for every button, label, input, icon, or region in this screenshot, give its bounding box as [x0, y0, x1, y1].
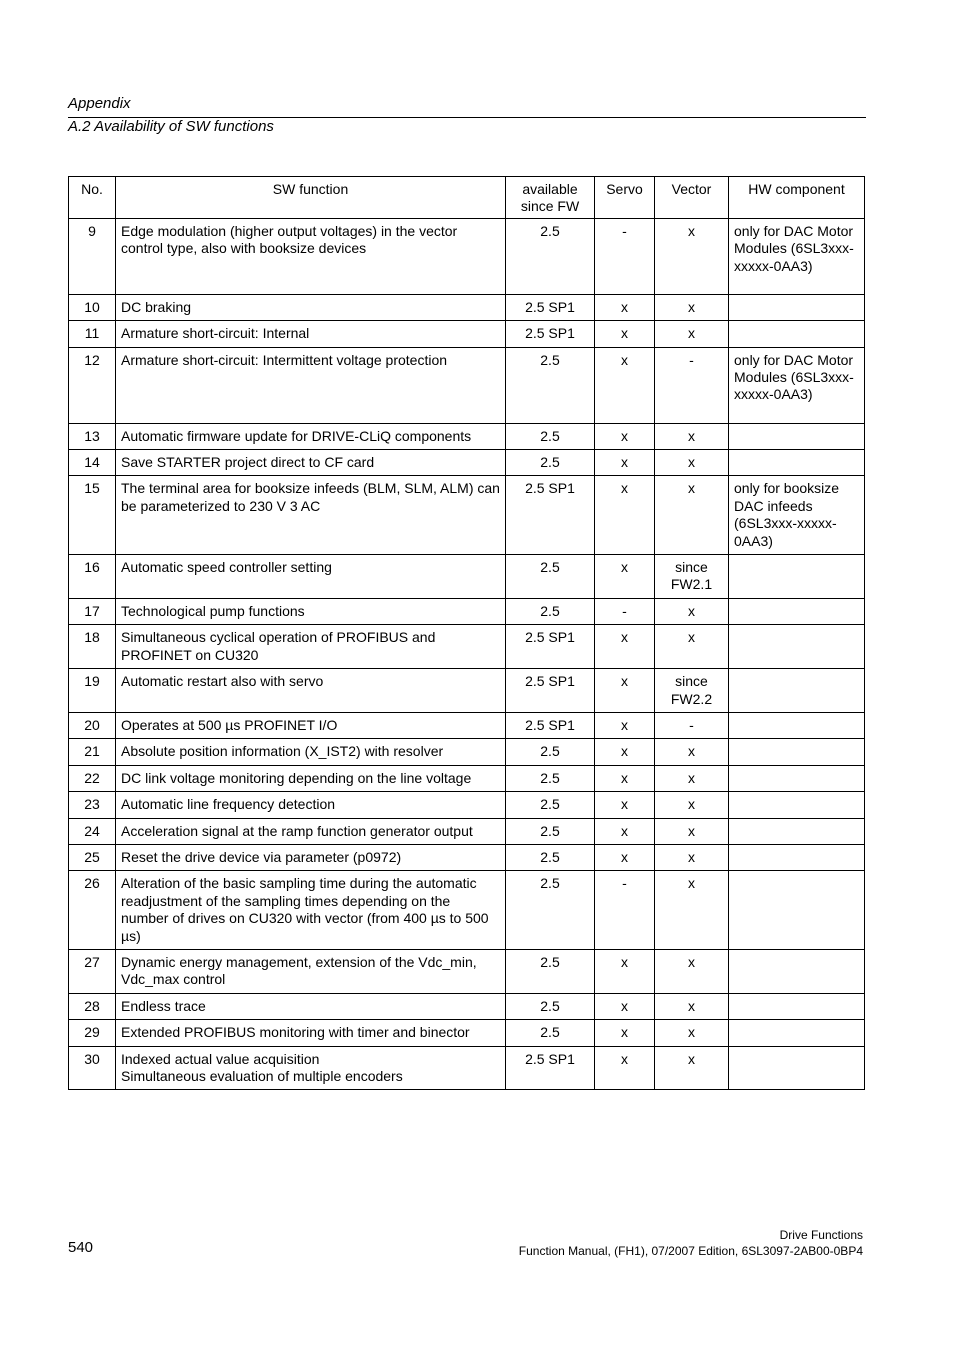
cell-no: 10 — [69, 294, 116, 320]
column-header-vector: Vector — [655, 177, 729, 219]
cell-hw-component — [729, 712, 865, 738]
cell-vector: x — [655, 792, 729, 818]
cell-vector: x — [655, 423, 729, 449]
cell-no: 19 — [69, 669, 116, 713]
cell-available-since-fw: 2.5 SP1 — [506, 712, 595, 738]
cell-available-since-fw: 2.5 — [506, 423, 595, 449]
cell-no: 15 — [69, 476, 116, 555]
cell-available-since-fw: 2.5 — [506, 1020, 595, 1046]
cell-sw-function: Operates at 500 µs PROFINET I/O — [116, 712, 506, 738]
cell-available-since-fw: 2.5 — [506, 555, 595, 599]
cell-available-since-fw: 2.5 — [506, 949, 595, 993]
column-header-no: No. — [69, 177, 116, 219]
cell-hw-component — [729, 423, 865, 449]
cell-sw-function: Absolute position information (X_IST2) with resolver — [116, 739, 506, 765]
cell-hw-component — [729, 625, 865, 669]
cell-vector: x — [655, 1046, 729, 1090]
cell-hw-component: only for booksize DAC infeeds (6SL3xxx-xxxxx-0AA3) — [729, 476, 865, 555]
cell-vector: x — [655, 739, 729, 765]
table-row — [69, 792, 865, 818]
cell-vector: x — [655, 218, 729, 294]
cell-available-since-fw: 2.5 SP1 — [506, 625, 595, 669]
cell-servo: x — [595, 844, 655, 870]
cell-vector: x — [655, 450, 729, 476]
cell-available-since-fw: 2.5 — [506, 347, 595, 423]
table-row — [69, 712, 865, 738]
cell-available-since-fw: 2.5 — [506, 739, 595, 765]
table-row — [69, 347, 865, 423]
cell-hw-component: only for DAC Motor Modules (6SL3xxx-xxxxx-0AA3) — [729, 347, 865, 423]
cell-sw-function: Acceleration signal at the ramp function generator output — [116, 818, 506, 844]
cell-sw-function: Edge modulation (higher output voltages) in the vector control type, also with booksize devices — [116, 218, 506, 294]
cell-hw-component — [729, 765, 865, 791]
cell-vector: x — [655, 949, 729, 993]
table-row — [69, 423, 865, 449]
cell-sw-function: Extended PROFIBUS monitoring with timer and binector — [116, 1020, 506, 1046]
cell-hw-component — [729, 993, 865, 1019]
cell-vector: x — [655, 294, 729, 320]
cell-servo: x — [595, 792, 655, 818]
table-row — [69, 993, 865, 1019]
cell-no: 20 — [69, 712, 116, 738]
header-subsection: A.2 Availability of SW functions — [68, 118, 274, 135]
cell-vector: x — [655, 476, 729, 555]
table-row — [69, 321, 865, 347]
cell-vector: since FW2.1 — [655, 555, 729, 599]
cell-vector: since FW2.2 — [655, 669, 729, 713]
cell-hw-component — [729, 844, 865, 870]
sw-functions-table — [68, 176, 865, 1090]
cell-available-since-fw: 2.5 — [506, 993, 595, 1019]
column-header-sw-function: SW function — [116, 177, 506, 219]
cell-no: 26 — [69, 871, 116, 950]
cell-available-since-fw: 2.5 SP1 — [506, 476, 595, 555]
cell-no: 21 — [69, 739, 116, 765]
cell-available-since-fw: 2.5 — [506, 871, 595, 950]
cell-servo: x — [595, 739, 655, 765]
cell-hw-component — [729, 450, 865, 476]
cell-available-since-fw: 2.5 — [506, 818, 595, 844]
cell-sw-function: Save STARTER project direct to CF card — [116, 450, 506, 476]
cell-available-since-fw: 2.5 — [506, 450, 595, 476]
cell-vector: - — [655, 712, 729, 738]
cell-sw-function: Reset the drive device via parameter (p0972) — [116, 844, 506, 870]
table-row — [69, 1046, 865, 1090]
cell-sw-function: Automatic restart also with servo — [116, 669, 506, 713]
table-row — [69, 669, 865, 713]
cell-vector: x — [655, 871, 729, 950]
cell-no: 28 — [69, 993, 116, 1019]
cell-vector: x — [655, 765, 729, 791]
cell-servo: x — [595, 450, 655, 476]
table-row — [69, 598, 865, 624]
cell-servo: - — [595, 871, 655, 950]
header-section: Appendix — [68, 95, 131, 112]
cell-servo: x — [595, 669, 655, 713]
cell-available-since-fw: 2.5 — [506, 218, 595, 294]
cell-no: 17 — [69, 598, 116, 624]
table-row — [69, 625, 865, 669]
cell-sw-function: Automatic line frequency detection — [116, 792, 506, 818]
cell-available-since-fw: 2.5 — [506, 792, 595, 818]
cell-sw-function: Armature short-circuit: Intermittent voltage protection — [116, 347, 506, 423]
cell-no: 12 — [69, 347, 116, 423]
footer-manual-info: Function Manual, (FH1), 07/2007 Edition, 6SL3097-2AB00-0BP4 — [518, 1244, 863, 1258]
column-header-servo: Servo — [595, 177, 655, 219]
cell-servo: x — [595, 321, 655, 347]
cell-hw-component — [729, 818, 865, 844]
cell-vector: x — [655, 625, 729, 669]
table-body — [69, 218, 865, 1090]
cell-hw-component — [729, 739, 865, 765]
cell-servo: x — [595, 555, 655, 599]
cell-hw-component — [729, 598, 865, 624]
cell-vector: x — [655, 844, 729, 870]
cell-servo: x — [595, 476, 655, 555]
table-row — [69, 1020, 865, 1046]
cell-hw-component — [729, 792, 865, 818]
cell-available-since-fw: 2.5 SP1 — [506, 669, 595, 713]
cell-sw-function: Dynamic energy management, extension of the Vdc_min, Vdc_max control — [116, 949, 506, 993]
column-header-hw-component: HW component — [729, 177, 865, 219]
cell-servo: - — [595, 218, 655, 294]
cell-sw-function: Simultaneous cyclical operation of PROFIBUS and PROFINET on CU320 — [116, 625, 506, 669]
cell-servo: x — [595, 1046, 655, 1090]
cell-available-since-fw: 2.5 — [506, 765, 595, 791]
table-row — [69, 555, 865, 599]
cell-vector: x — [655, 1020, 729, 1046]
cell-servo: x — [595, 294, 655, 320]
cell-no: 23 — [69, 792, 116, 818]
cell-hw-component — [729, 1020, 865, 1046]
cell-no: 22 — [69, 765, 116, 791]
cell-available-since-fw: 2.5 — [506, 598, 595, 624]
cell-servo: x — [595, 625, 655, 669]
table-row — [69, 871, 865, 950]
cell-servo: x — [595, 818, 655, 844]
cell-vector: x — [655, 321, 729, 347]
cell-available-since-fw: 2.5 SP1 — [506, 294, 595, 320]
cell-sw-function: Endless trace — [116, 993, 506, 1019]
table-row — [69, 844, 865, 870]
cell-no: 18 — [69, 625, 116, 669]
cell-servo: x — [595, 347, 655, 423]
cell-servo: x — [595, 1020, 655, 1046]
cell-servo: - — [595, 598, 655, 624]
cell-hw-component — [729, 555, 865, 599]
cell-hw-component — [729, 871, 865, 950]
cell-available-since-fw: 2.5 SP1 — [506, 1046, 595, 1090]
page-number: 540 — [68, 1239, 94, 1256]
cell-vector: x — [655, 818, 729, 844]
cell-no: 13 — [69, 423, 116, 449]
cell-no: 9 — [69, 218, 116, 294]
cell-servo: x — [595, 765, 655, 791]
cell-sw-function: DC braking — [116, 294, 506, 320]
cell-vector: x — [655, 993, 729, 1019]
cell-sw-function: Automatic speed controller setting — [116, 555, 506, 599]
cell-hw-component: only for DAC Motor Modules (6SL3xxx-xxxxx-0AA3) — [729, 218, 865, 294]
cell-servo: x — [595, 949, 655, 993]
cell-sw-function: Indexed actual value acquisition Simultaneous evaluation of multiple encoders — [116, 1046, 506, 1090]
table-row — [69, 818, 865, 844]
cell-no: 25 — [69, 844, 116, 870]
cell-servo: x — [595, 712, 655, 738]
cell-no: 29 — [69, 1020, 116, 1046]
footer-doc-title: Drive Functions — [779, 1228, 863, 1242]
cell-vector: x — [655, 598, 729, 624]
table-row — [69, 765, 865, 791]
cell-sw-function: The terminal area for booksize infeeds (BLM, SLM, ALM) can be parameterized to 230 V 3 AC — [116, 476, 506, 555]
cell-no: 14 — [69, 450, 116, 476]
cell-available-since-fw: 2.5 — [506, 844, 595, 870]
table-row — [69, 476, 865, 555]
column-header-fw — [506, 177, 595, 219]
cell-servo: x — [595, 423, 655, 449]
cell-sw-function: DC link voltage monitoring depending on the line voltage — [116, 765, 506, 791]
cell-sw-function: Automatic firmware update for DRIVE-CLiQ components — [116, 423, 506, 449]
table-header-row — [69, 177, 865, 219]
cell-sw-function: Technological pump functions — [116, 598, 506, 624]
cell-hw-component — [729, 294, 865, 320]
cell-no: 27 — [69, 949, 116, 993]
cell-hw-component — [729, 1046, 865, 1090]
cell-available-since-fw: 2.5 SP1 — [506, 321, 595, 347]
table-row — [69, 450, 865, 476]
table-row — [69, 739, 865, 765]
cell-no: 24 — [69, 818, 116, 844]
column-header-fw-label: available since FW — [520, 181, 580, 215]
cell-vector: - — [655, 347, 729, 423]
cell-hw-component — [729, 949, 865, 993]
cell-no: 16 — [69, 555, 116, 599]
cell-servo: x — [595, 993, 655, 1019]
table-row — [69, 218, 865, 294]
table-row — [69, 294, 865, 320]
cell-no: 30 — [69, 1046, 116, 1090]
table-row — [69, 949, 865, 993]
cell-no: 11 — [69, 321, 116, 347]
cell-hw-component — [729, 669, 865, 713]
cell-sw-function: Alteration of the basic sampling time during the automatic readjustment of the sampling times depending on the number of drives on CU320 with vector (from 400 µs to 500 µs) — [116, 871, 506, 950]
cell-sw-function: Armature short-circuit: Internal — [116, 321, 506, 347]
cell-hw-component — [729, 321, 865, 347]
